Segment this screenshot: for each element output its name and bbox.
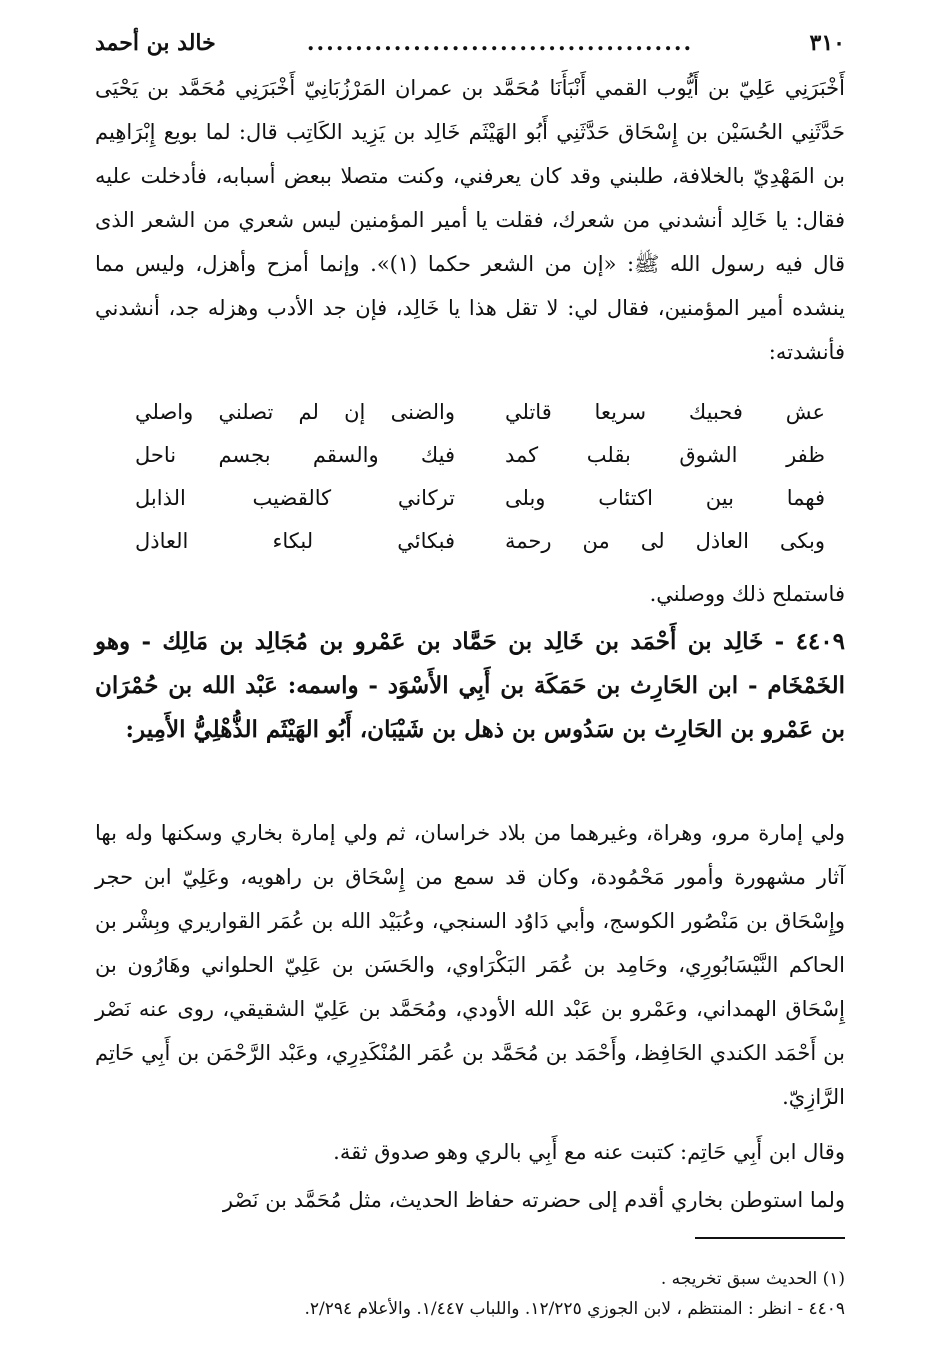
running-title: خالد بن أحمد [95, 30, 216, 56]
verse-first-hemistich: ظفر الشوق بقلب كمد [505, 443, 825, 467]
narration-paragraph: أَخْبَرَنِي عَلِيّ بن أَيُّوب القمي أَنْبَأَنَا مُحَمَّد بن عمران المَرْزُبَانِيّ أَخْبَرَنِي مُحَمَّد بن يَحْيَى حَدَّثَنِي الحُسَيْن بن إِسْحَاق حَدَّثَنِي أَبُو الهَيْثَم خَالِد بن يَزِيد الكَاتِب قال: لما بويع إِبْرَاهِيم بن المَهْدِيّ بالخلافة، طلبني وقد كان يعرفني، وكنت متصلا ببعض أسبابه، فأدخلت عليه فقال: يا خَالِد أنشدني من شعرك، فقلت يا أمير المؤمنين ليس شعري من الشعر الذى قال فيه رسول الله ﷺ: «إن من الشعر حكما (١)». وإنما أمزح وأهزل، وليس مما ينشده أمير المؤمنين، فقال لي: لا تقل هذا يا خَالِد، فإن جد الأدب وهزله جد، أنشدني فأنشدته: [95, 76, 845, 364]
footnote-1: (١) الحديث سبق تخريجه . [660, 1269, 845, 1289]
footnote-2: ٤٤٠٩ - انظر : المنتظم ، لابن الجوزي ١٢/٢٢٥. واللباب ١/٤٤٧. والأعلام ٢/٢٩٤. [304, 1299, 845, 1319]
poem-verse [95, 400, 845, 443]
poem-verse [95, 486, 845, 529]
footnotes [95, 1264, 845, 1324]
closing-line: فاستملح ذلك ووصلني. [649, 582, 845, 606]
page-number: ٣١٠ [809, 30, 845, 56]
verse-second-hemistich: فيك والسقم بجسم ناحل [135, 443, 455, 467]
verse-first-hemistich: فهما بين اكتئاب وبلى [505, 486, 825, 510]
biography-entry-heading: ٤٤٠٩ - خَالِد بن أَحْمَد بن خَالِد بن حَمَّاد بن عَمْرو بن مُجَالِد بن مَالِك - وهو الخَمْخَام - ابن الحَارِث بن حَمَكَة بن أَبِي الأَسْوَد - واسمه: عَبْد الله بن حُمْرَان بن عَمْرو بن الحَارِث بن سَدُوس بن ذهل بن شَيْبَان، أَبُو الهَيْثَم الذُّهْلِيُّ الأَمِير: [95, 628, 845, 743]
verse-second-hemistich: فبكائي لبكاء العاذل [135, 529, 455, 553]
header-dot-leader: ........................................ [306, 30, 694, 56]
biography-paragraph: ولما استوطن بخاري أقدم إلى حضرته حفاظ الحديث، مثل مُحَمَّد بن نَصْر [222, 1188, 845, 1212]
verse-first-hemistich: وبكى العاذل لى من رحمة [505, 529, 825, 553]
biography-paragraph: وقال ابن أَبِي حَاتِم: كتبت عنه مع أَبِي بالري وهو صدوق ثقة. [333, 1140, 845, 1164]
poem-verse [95, 443, 845, 486]
verse-second-hemistich: تركاني كالقضيب الذابل [135, 486, 455, 510]
biography-paragraph: ولي إمارة مرو، وهراة، وغيرهما من بلاد خراسان، ثم ولي إمارة بخاري وسكنها وله بها آثار مشهورة وأمور مَحْمُودة، وكان قد سمع من إِسْحَاق بن راهويه، وعَلِيّ ابن حجر وإِسْحَاق بن مَنْصُور الكوسج، وأبي دَاوُد السنجي، وعُبَيْد الله بن عُمَر القواريري وبِشْر بن الحاكم النَّيْسَابُورِي، وحَامِد بن عُمَر البَكْرَاوي، والحَسَن بن عَلِيّ الحلواني وهَارُون بن إِسْحَاق الهمداني، وعَمْرو بن عَبْد الله الأودي، ومُحَمَّد بن عَلِيّ الشقيقي، روى عنه نَصْر بن أَحْمَد الكندي الحَافِظ، وأَحْمَد بن مُحَمَّد بن عُمَر المُنْكَدِرِي، وعَبْد الرَّحْمَن بن أَبِي حَاتِم الرَّازِيّ. [95, 821, 845, 1109]
footnote-separator [695, 1237, 845, 1239]
poem [95, 400, 845, 572]
verse-first-hemistich: عش فحبيك سريعا قاتلي [505, 400, 825, 424]
verse-second-hemistich: والضنى إن لم تصلني واصلي [135, 400, 455, 424]
page-header [95, 30, 845, 64]
poem-verse [95, 529, 845, 572]
